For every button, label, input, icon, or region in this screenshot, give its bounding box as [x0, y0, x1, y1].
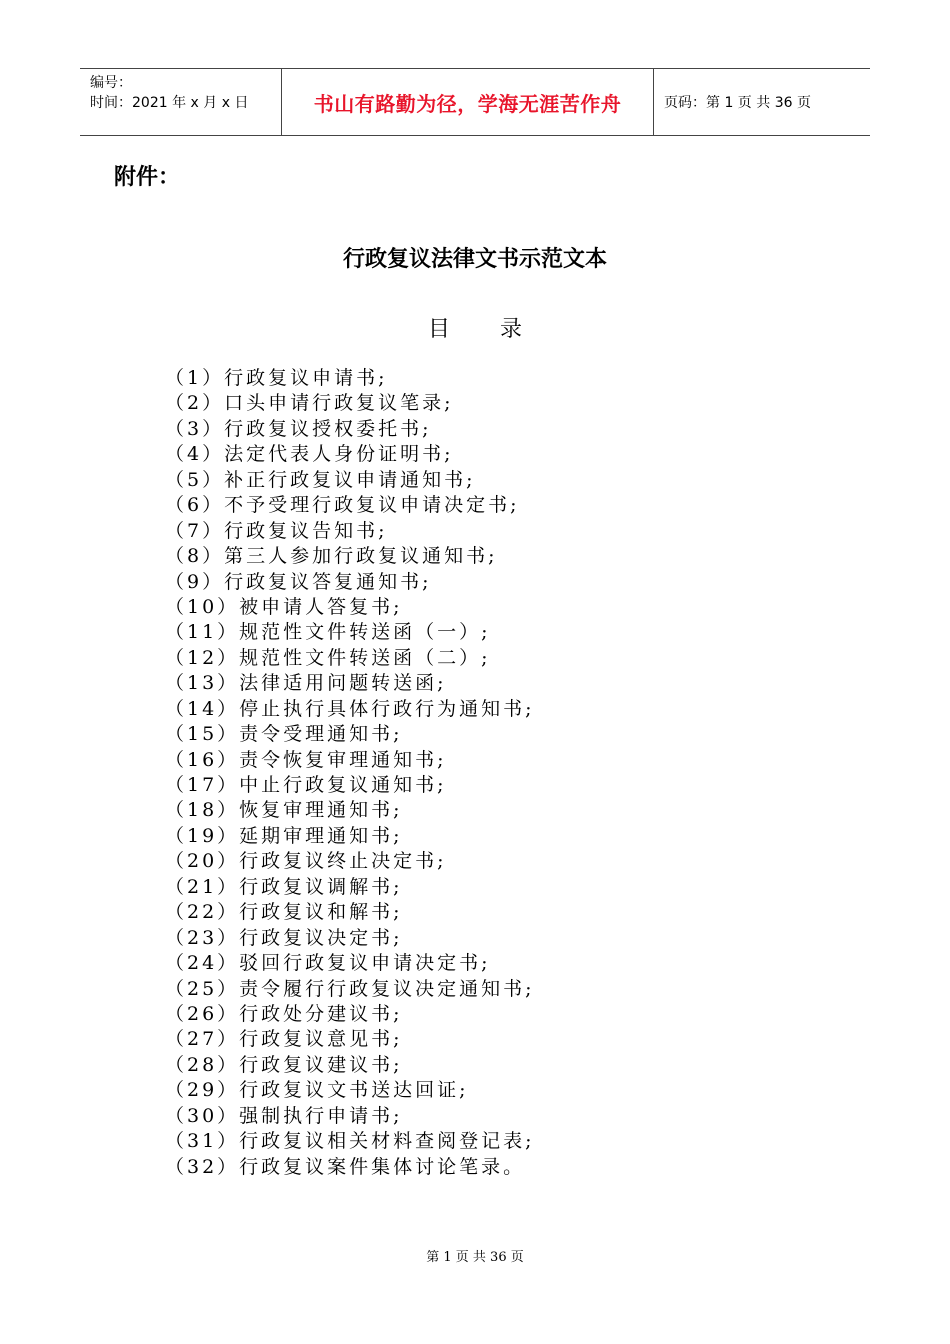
toc-item: （10）被申请人答复书; [165, 595, 403, 618]
toc-item: （2）口头申请行政复议笔录; [165, 392, 454, 415]
toc-item: （19）延期审理通知书; [165, 824, 403, 847]
toc-item: （21）行政复议调解书; [165, 875, 403, 898]
toc-item: （18）恢复审理通知书; [165, 799, 403, 822]
toc-list [165, 366, 535, 1180]
toc-heading-right: 录 [500, 317, 523, 342]
toc-item: （1）行政复议申请书; [165, 367, 388, 389]
header-meta-cell [80, 69, 282, 135]
header-page-info: 页码：第 1 页 共 36 页 [664, 95, 811, 111]
toc-item: （12）规范性文件转送函（二）; [165, 646, 491, 669]
toc-item: （31）行政复议相关材料查阅登记表; [165, 1130, 535, 1153]
toc-item: （11）规范性文件转送函（一）; [165, 621, 491, 644]
document-time-label: 时间：2021 年 x 月 x 日 [90, 95, 249, 111]
toc-item: （24）驳回行政复议申请决定书; [165, 952, 491, 975]
toc-item: （32）行政复议案件集体讨论笔录。 [165, 1155, 526, 1178]
toc-item: （26）行政处分建议书; [165, 1002, 403, 1025]
toc-item: （6）不予受理行政复议申请决定书; [165, 494, 520, 517]
header-motto-cell [282, 69, 654, 135]
toc-item: （27）行政复议意见书; [165, 1028, 403, 1051]
toc-item: （17）中止行政复议通知书; [165, 774, 447, 796]
toc-item: （14）停止执行具体行政行为通知书; [165, 697, 535, 720]
toc-item: （25）责令履行行政复议决定通知书; [165, 977, 535, 1000]
toc-item: （15）责令受理通知书; [165, 723, 403, 746]
attachment-label: 附件： [114, 165, 181, 190]
toc-item: （3）行政复议授权委托书; [165, 417, 432, 440]
toc-item: （4）法定代表人身份证明书; [165, 443, 454, 466]
toc-item: （9）行政复议答复通知书; [165, 570, 432, 593]
header-table [80, 68, 870, 136]
header-motto: 书山有路勤为径，学海无涯苦作舟 [313, 91, 622, 116]
toc-heading [0, 312, 950, 343]
toc-item: （22）行政复议和解书; [165, 901, 403, 924]
toc-item: （30）强制执行申请书; [165, 1104, 403, 1127]
toc-item: （13）法律适用问题转送函; [165, 672, 447, 695]
toc-heading-left: 目 [427, 317, 450, 342]
toc-item: （7）行政复议告知书; [165, 519, 388, 542]
toc-item: （5）补正行政复议申请通知书; [165, 468, 476, 491]
document-title: 行政复议法律文书示范文本 [342, 247, 607, 272]
document-number-label: 编号： [90, 75, 132, 91]
toc-item: （23）行政复议决定书; [165, 926, 403, 949]
toc-item: （20）行政复议终止决定书; [165, 850, 447, 873]
toc-item: （16）责令恢复审理通知书; [165, 748, 447, 771]
toc-item: （28）行政复议建议书; [165, 1053, 403, 1076]
header-page-cell [654, 69, 870, 135]
toc-item: （8）第三人参加行政复议通知书; [165, 545, 498, 568]
page-footer: 第 1 页 共 36 页 [426, 1250, 524, 1265]
toc-item: （29）行政复议文书送达回证; [165, 1079, 469, 1102]
